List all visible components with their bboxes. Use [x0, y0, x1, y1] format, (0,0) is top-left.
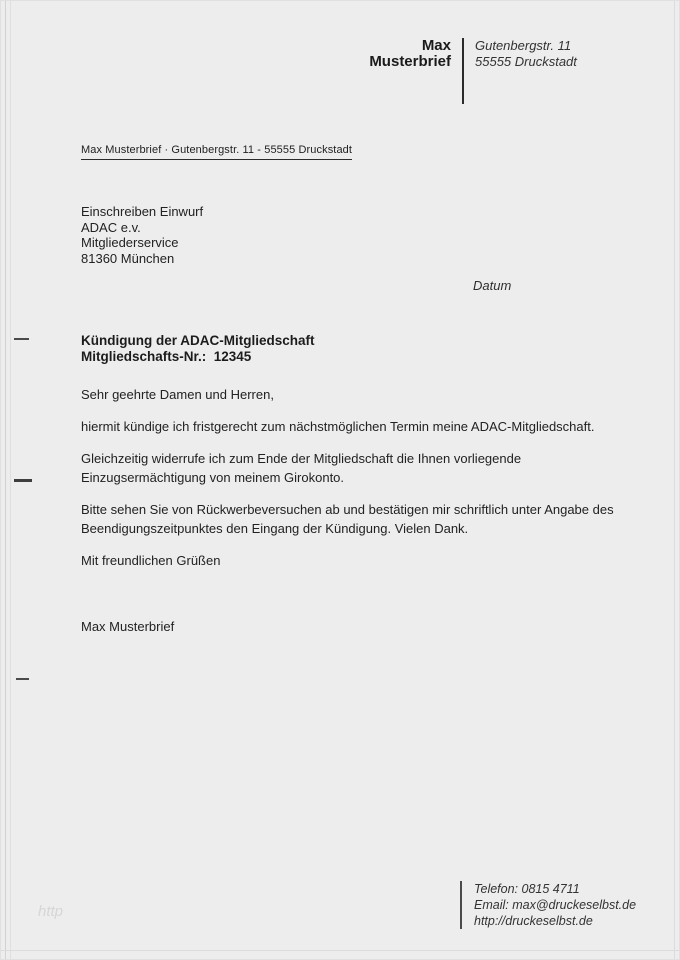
- letter-body: [81, 385, 629, 636]
- recipient-department: Mitgliederservice: [81, 235, 179, 250]
- sender-city: 55555 Druckstadt: [475, 53, 577, 69]
- footer-contact-block: [460, 881, 636, 929]
- footer-website: http://druckeselbst.de: [474, 914, 593, 928]
- recipient-organisation: ADAC e.v.: [81, 219, 141, 235]
- sender-street: Gutenbergstr. 11: [475, 38, 572, 53]
- footer-telefon: Telefon: 0815 4711: [474, 882, 580, 896]
- closing-formula: Mit freundlichen Grüßen: [81, 553, 221, 568]
- recipient-delivery-type: Einschreiben Einwurf: [81, 204, 204, 219]
- scan-watermark: http: [38, 903, 64, 920]
- footer-email: Email: max@druckeselbst.de: [474, 898, 637, 912]
- body-paragraph: hiermit kündige ich fristgerecht zum nächstmöglichen Termin meine ADAC-Mitgliedschaft.: [81, 419, 595, 434]
- date-placeholder: Datum: [473, 278, 512, 293]
- page-edge-right: [674, 1, 675, 959]
- page-edge-left-outer: [5, 1, 6, 959]
- sender-address-block: [464, 38, 577, 69]
- sender-last-name: Musterbrief: [369, 52, 451, 70]
- sender-name-block: [301, 38, 462, 69]
- letterhead: [301, 38, 631, 104]
- fold-mark-bottom: [16, 678, 29, 680]
- sender-first-name: Max: [421, 37, 451, 54]
- body-paragraph: Bitte sehen Sie von Rückwerbeversuchen ab und bestätigen mir schriftlich unter Angabe des Beendigungszeitpunktes den Eingang der Kündigung. Vielen Dank.: [81, 502, 614, 536]
- fold-mark-top: [14, 338, 29, 340]
- return-address-line: Max Musterbrief · Gutenbergstr. 11 - 55555 Druckstadt: [81, 144, 352, 160]
- page-edge-left-inner: [10, 1, 11, 959]
- recipient-address-block: [81, 204, 203, 266]
- punch-mark-center: [14, 479, 32, 482]
- subject-line: Kündigung der ADAC-Mitgliedschaft: [81, 333, 315, 348]
- salutation: Sehr geehrte Damen und Herren,: [81, 387, 274, 402]
- page-edge-bottom: [1, 950, 679, 951]
- body-paragraph: Gleichzeitig widerrufe ich zum Ende der Mitgliedschaft die Ihnen vorliegende Einzugsermächtigung von meinem Girokonto.: [81, 451, 522, 485]
- membership-number-line: Mitgliedschafts-Nr.: 12345: [81, 349, 252, 364]
- signature-name: Max Musterbrief: [81, 619, 175, 634]
- subject-block: [81, 333, 314, 365]
- recipient-city: 81360 München: [81, 250, 175, 266]
